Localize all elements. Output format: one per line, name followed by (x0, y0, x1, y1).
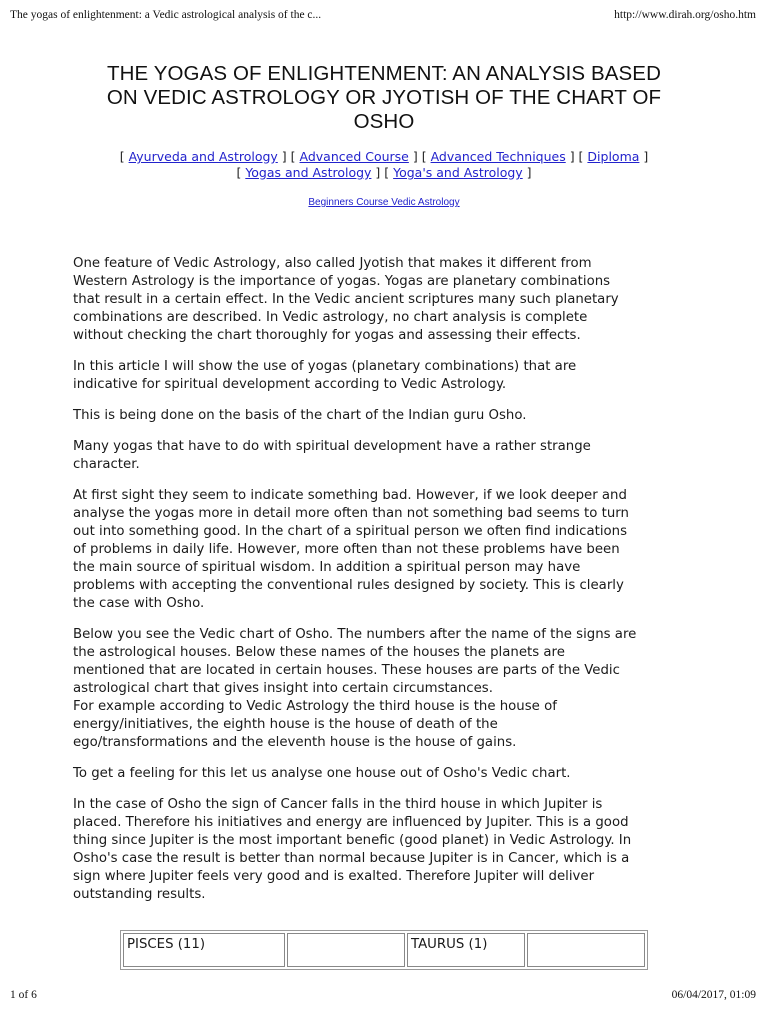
text-line: character. (73, 457, 140, 472)
paragraph-strange-character (73, 438, 699, 474)
nav-link-diploma[interactable]: Diploma (587, 149, 640, 164)
text-line: Osho's case the result is better than normal because Jupiter is in Cancer, which is a (73, 851, 630, 866)
paragraph-cancer-jupiter (73, 796, 699, 904)
text-line: For example according to Vedic Astrology the third house is the house of (73, 699, 557, 714)
print-page-title: The yogas of enlightenment: a Vedic astrological analysis of the c... (10, 9, 322, 21)
text-line: sign where Jupiter feels very good and is exalted. Therefore Jupiter will deliver (73, 869, 595, 884)
nav-link-yogas-astrology[interactable]: Yogas and Astrology (245, 165, 372, 180)
page-number: 1 of 6 (10, 989, 37, 1001)
text-line: the astrological houses. Below these names of the houses the planets are (73, 645, 565, 660)
title-line-2: ON VEDIC ASTROLOGY OR JYOTISH OF THE CHART OF (106, 86, 662, 109)
paragraph-first-sight (73, 487, 699, 613)
text-line: thing since Jupiter is the most important benefic (good planet) in Vedic Astrology. In (73, 833, 632, 848)
text-line: out into something good. In the chart of a spiritual person we often find indications (73, 524, 628, 539)
chart-cell-taurus: TAURUS (1) (407, 933, 525, 967)
title-line-1: THE YOGAS OF ENLIGHTENMENT: AN ANALYSIS BASED (107, 62, 661, 85)
chart-cell-aries (287, 933, 405, 967)
beginners-course-link[interactable]: Beginners Course Vedic Astrology (308, 197, 460, 208)
text-line: outstanding results. (73, 887, 206, 902)
paragraph-analyse-house (73, 765, 699, 783)
nav-links: [ Ayurveda and Astrology ] [ Advanced Course ] [ Advanced Techniques ] [ Diploma ] [ Yogas and Astrology ] [ Yoga's and Astrology ] (119, 149, 649, 180)
text-line: Western Astrology is the importance of yogas. Yogas are planetary combinations (73, 274, 611, 289)
text-line: indicative for spiritual development according to Vedic Astrology. (73, 377, 507, 392)
page-title (70, 62, 698, 134)
text-line: analyse the yogas more in detail more often than not something bad seems to turn (73, 506, 629, 521)
article-body (73, 255, 699, 917)
text-line: without checking the chart thoroughly for yogas and assessing their effects. (73, 328, 581, 343)
title-line-3: OSHO (353, 110, 415, 133)
text-line: of problems in daily life. However, more often than not these problems have been (73, 542, 620, 557)
text-line: This is being done on the basis of the chart of the Indian guru Osho. (73, 408, 527, 423)
nav-link-yogas-apostrophe-astrology[interactable]: Yoga's and Astrology (393, 165, 523, 180)
table-row (123, 933, 645, 967)
text-line: problems with accepting the conventional rules designed by society. This is clearly (73, 578, 624, 593)
text-line: that result in a certain effect. In the Vedic ancient scriptures many such planetary (73, 292, 619, 307)
text-line: the main source of spiritual wisdom. In addition a spiritual person may have (73, 560, 581, 575)
paragraph-intro (73, 255, 699, 345)
text-line: ego/transformations and the eleventh house is the house of gains. (73, 735, 517, 750)
print-datetime: 06/04/2017, 01:09 (671, 989, 756, 1001)
text-line: the case with Osho. (73, 596, 205, 611)
text-line: To get a feeling for this let us analyse one house out of Osho's Vedic chart. (73, 766, 571, 781)
text-line: One feature of Vedic Astrology, also called Jyotish that makes it different from (73, 256, 592, 271)
text-line: In this article I will show the use of yogas (planetary combinations) that are (73, 359, 577, 374)
nav-link-advanced-techniques[interactable]: Advanced Techniques (430, 149, 566, 164)
chart-cell-gemini (527, 933, 645, 967)
text-line: combinations are described. In Vedic astrology, no chart analysis is complete (73, 310, 588, 325)
print-url: http://www.dirah.org/osho.htm (614, 9, 756, 21)
paragraph-osho-basis (73, 407, 699, 425)
nav-link-advanced-course[interactable]: Advanced Course (299, 149, 409, 164)
text-line: Many yogas that have to do with spiritual development have a rather strange (73, 439, 591, 454)
text-line: At first sight they seem to indicate something bad. However, if we look deeper and (73, 488, 627, 503)
text-line: energy/initiatives, the eighth house is the house of death of the (73, 717, 498, 732)
paragraph-vedic-chart (73, 626, 699, 752)
subnav (60, 196, 708, 209)
text-line: mentioned that are located in certain houses. These houses are parts of the Vedic (73, 663, 620, 678)
vedic-chart-table (120, 930, 648, 970)
text-line: In the case of Osho the sign of Cancer falls in the third house in which Jupiter is (73, 797, 603, 812)
text-line: Below you see the Vedic chart of Osho. The numbers after the name of the signs are (73, 627, 637, 642)
text-line: placed. Therefore his initiatives and energy are influenced by Jupiter. This is a good (73, 815, 629, 830)
text-line: astrological chart that gives insight into certain circumstances. (73, 681, 493, 696)
paragraph-purpose (73, 358, 699, 394)
chart-cell-pisces: PISCES (11) (123, 933, 285, 967)
nav-link-ayurveda-astrology[interactable]: Ayurveda and Astrology (128, 149, 278, 164)
